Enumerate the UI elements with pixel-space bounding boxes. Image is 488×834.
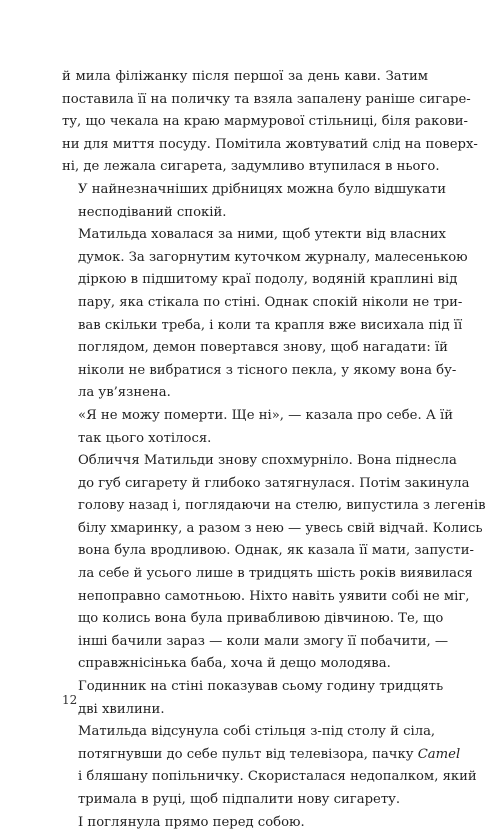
page-body (62, 66, 486, 834)
text-line: Матильда відсунула собі стільця з-під столу й сіла, (78, 724, 436, 740)
text-line: дві хвилини. (78, 701, 165, 717)
text-line: ту, що чекала на краю мармурової стільниці, біля ракови- (62, 114, 469, 130)
text-line: ла ув’язнена. (78, 385, 171, 401)
text-line: голову назад і, поглядаючи на стелю, випустила з легенів (78, 498, 486, 514)
page-number: 12 (62, 693, 78, 707)
paragraph-4 (62, 405, 454, 450)
text-line: непоправно самотньою. Ніхто навіть уявити собі не міг, (78, 588, 470, 604)
text-line: так цього хотілося. (78, 430, 212, 446)
text-line: ла себе й усього лише в тридцять шість років виявилася (78, 566, 473, 582)
text-line: справжнісінька баба, хоча й дещо молодява. (78, 656, 391, 672)
brand-word: Camel (417, 746, 461, 762)
text-fragment: потягнувши до себе пульт від телевізора, пачку (78, 746, 418, 762)
paragraph-2 (62, 179, 447, 224)
text-line: поставила її на поличку та взяла запалену раніше сигаре- (62, 91, 471, 107)
text-line: Годинник на стіні показував сьому годину тридцять (78, 679, 444, 695)
text-line: ни для миття посуду. Помітила жовтуватий слід на поверх- (62, 136, 478, 152)
text-line: У найнезначніших дрібницях можна було відшукати (78, 181, 447, 197)
text-line: що колись вона була привабливою дівчиною. Те, що (78, 611, 444, 627)
paragraph-8 (62, 812, 428, 834)
text-line: і бляшану попільничку. Скористалася недопалком, який (78, 769, 477, 785)
paragraph-6 (62, 676, 444, 721)
text-line: тримала в руці, щоб підпалити нову сигарету. (78, 792, 401, 807)
text-line: вав скільки треба, і коли та крапля вже висихала під її (78, 317, 463, 333)
text-line: несподіваний спокій. (78, 204, 227, 220)
text-line: поглядом, демон повертався знову, щоб нагадати: їй (78, 340, 448, 356)
text-line: білу хмаринку, а разом з нею — увесь свій відчай. Колись (78, 520, 483, 536)
text-line: І поглянула прямо перед собою. (78, 814, 305, 830)
paragraph-3 (62, 224, 468, 405)
text-line: вона була вродливою. Однак, як казала її мати, запусти- (78, 543, 474, 559)
text-line: думок. За загорнутим куточком журналу, малесенькою (78, 249, 468, 265)
text-line: інші бачили зараз — коли мали змогу її побачити, — (78, 633, 449, 649)
text-line: й мила філіжанку після першої за день кави. Затим (62, 69, 428, 84)
text-line: «Я не можу померти. Ще ні», — казала про себе. А їй (78, 407, 454, 423)
text-line: ні, де лежала сигарета, задумливо втупилася в нього. (62, 159, 440, 175)
paragraph-5 (62, 450, 486, 676)
paragraph-1 (62, 66, 478, 179)
text-line: Матильда ховалася за ними, щоб утекти від власних (78, 227, 446, 243)
text-line: діркою в підшитому краї подолу, водяній краплині від (78, 272, 458, 288)
text-line-with-brand (62, 744, 461, 767)
text-line: пару, яка стікала по стіні. Однак спокій ніколи не три- (78, 294, 463, 310)
text-line: до губ сигарету й глибоко затягнулася. Потім закинула (78, 475, 470, 491)
text-line: Обличчя Матильди знову спохмурніло. Вона піднесла (78, 453, 457, 469)
text-line: ніколи не вибратися з тісного пекла, у якому вона бу- (78, 362, 457, 378)
paragraph-7 (62, 721, 477, 811)
